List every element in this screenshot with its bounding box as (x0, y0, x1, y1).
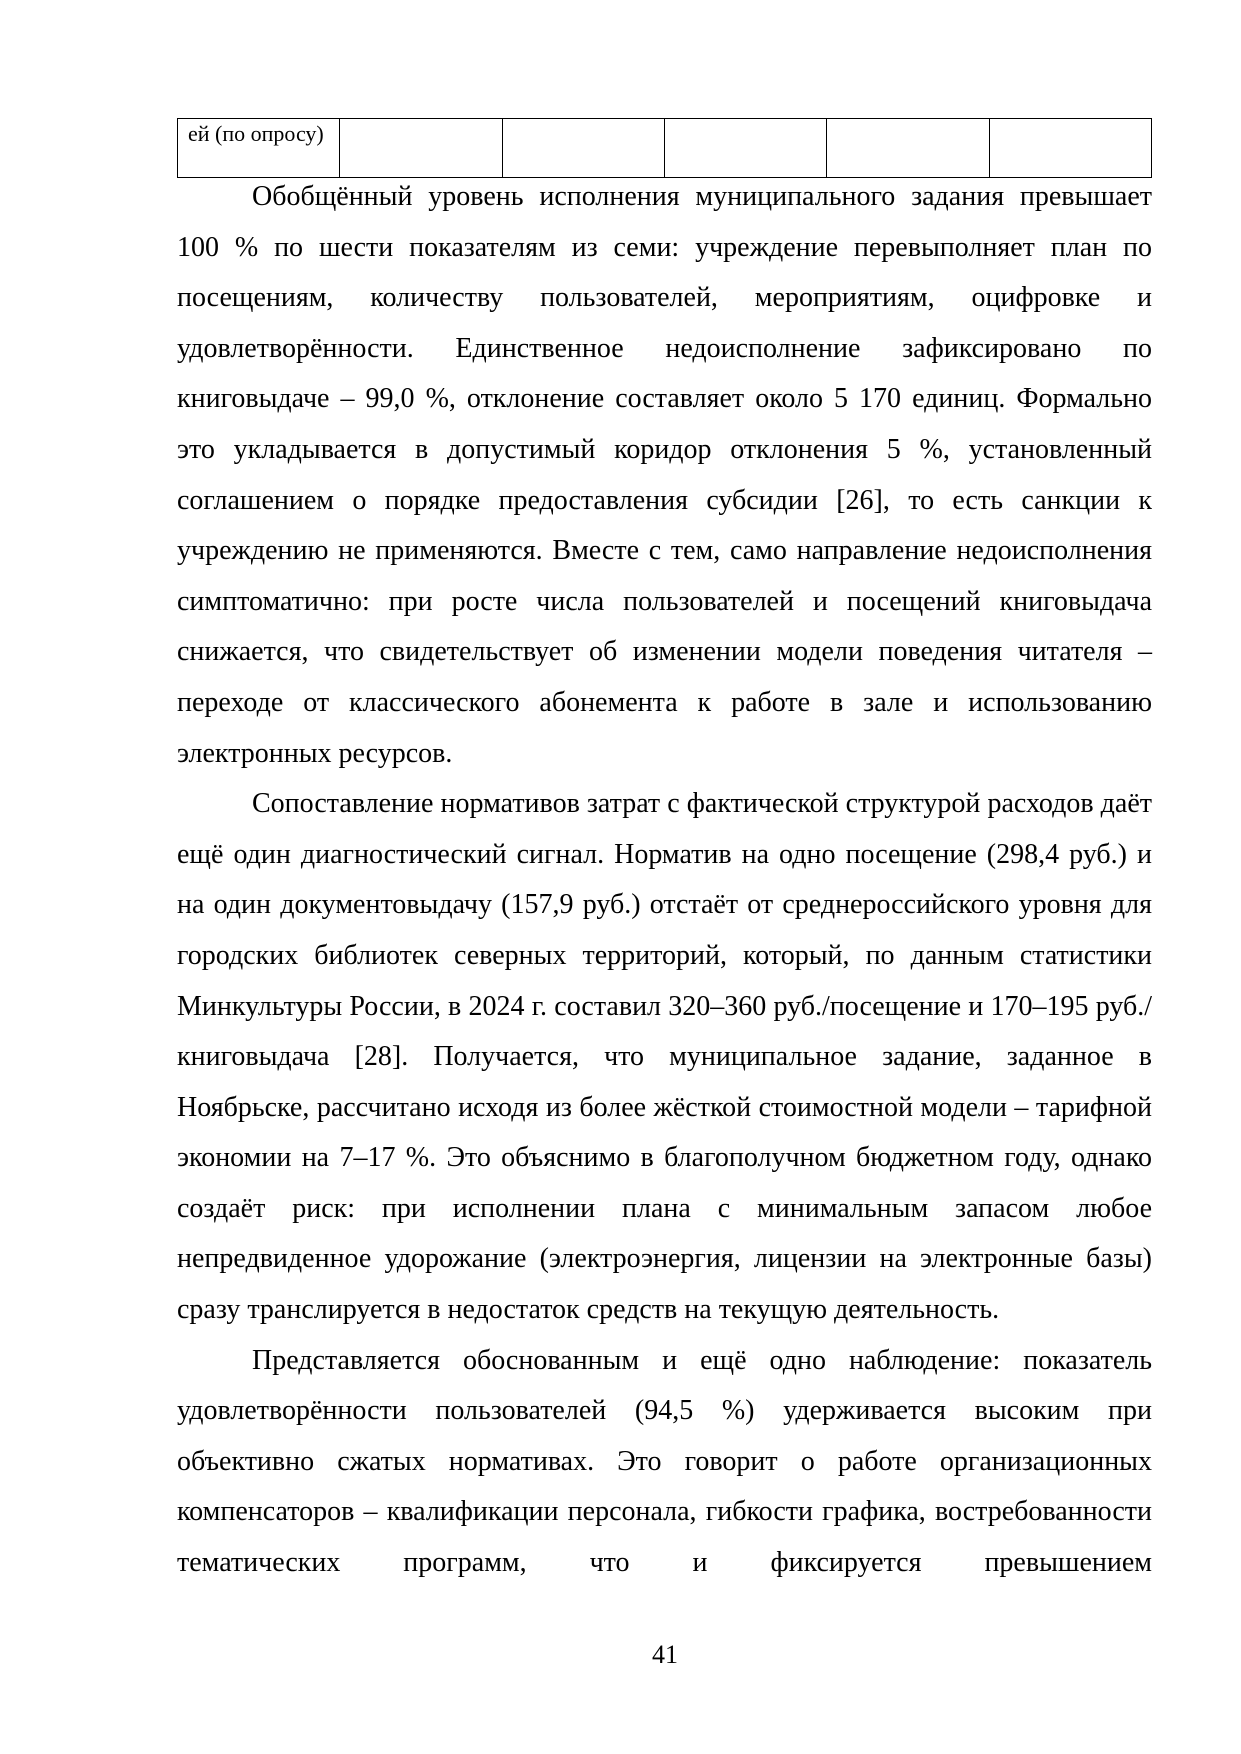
table-cell (664, 119, 826, 178)
page-number: 41 (652, 1640, 678, 1669)
table-cell (340, 119, 502, 178)
table-cell (827, 119, 989, 178)
table-row (178, 119, 1152, 178)
paragraph-satisfaction: Представляется обоснованным и ещё одно наблюдение: показатель удовлетворённости пользователей (94,5 %) удерживается высоким при объективно сжатых нормативах. Это говорит о работе организационных компенсаторов – квалификации персонала, гибкости графика, востребованности тематических программ, что и фиксируется превышением (177, 1344, 1152, 1579)
table-cell (502, 119, 664, 178)
paragraph-execution-level: Обобщённый уровень исполнения муниципального задания превышает 100 % по шести показателям из семи: учреждение перевыполняет план по посещениям, количеству пользователей, мероприятиям, оцифровке и удовлетворённости. Единственное недоисполнение зафиксировано по книговыдаче – 99,0 %, отклонение составляет около 5 170 единиц. Формально это укладывается в допустимый коридор отклонения 5 %, установленный соглашением о порядке предоставления субсидии [26], то есть санкции к учреждению не применяются. Вместе с тем, само направление недоисполнения симптоматично: при росте числа пользователей и посещений книговыдача снижается, что свидетельствует об изменении модели поведения читателя – переходе от классического абонемента к работе в зале и использованию электронных ресурсов. (177, 181, 1152, 769)
table-cell (989, 119, 1151, 178)
table-continuation (177, 118, 1152, 178)
body-text (177, 172, 1152, 1589)
table-cell-label: ей (по опросу) (178, 119, 340, 178)
paragraph-cost-norms: Сопоставление нормативов затрат с фактической структурой расходов даёт ещё один диагностический сигнал. Норматив на одно посещение (298,4 руб.) и на один документовыдачу (157,9 руб.) отстаёт от среднероссийского уровня для городских библиотек северных территорий, который, по данным статистики Минкультуры России, в 2024 г. составил 320–360 руб./посещение и 170–195 руб./книговыдача [28]. Получается, что муниципальное задание, заданное в Ноябрьске, рассчитано исходя из более жёсткой стоимостной модели – тарифной экономии на 7–17 %. Это объяснимо в благополучном бюджетном году, однако создаёт риск: при исполнении плана с минимальным запасом любое непредвиденное удорожание (электроэнергия, лицензии на электронные базы) сразу транслируется в недостаток средств на текущую деятельность. (177, 788, 1152, 1326)
